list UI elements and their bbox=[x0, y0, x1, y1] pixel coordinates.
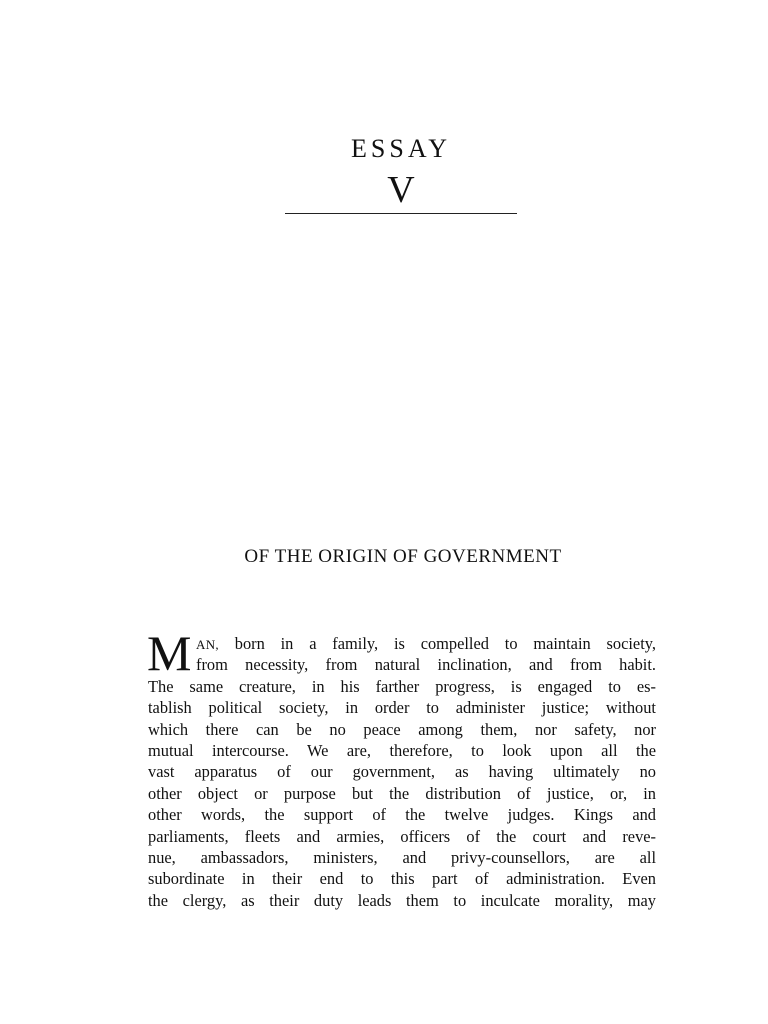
body-line: tablish political society, in order to administer justice; without bbox=[148, 698, 656, 718]
body-line: from necessity, from natural inclination, and from habit. bbox=[196, 655, 656, 675]
essay-label: ESSAY bbox=[351, 134, 451, 163]
body-line: parliaments, fleets and armies, officers of the court and reve- bbox=[148, 826, 656, 846]
body-line: which there can be no peace among them, nor safety, nor bbox=[148, 719, 656, 739]
body-line: nue, ambassadors, ministers, and privy-counsellors, are all bbox=[148, 847, 656, 867]
body-line: other words, the support of the twelve judges. Kings and bbox=[148, 805, 656, 825]
body-line-text: born in a family, is compelled to maintain society, bbox=[234, 634, 656, 653]
body-line: the clergy, as their duty leads them to inculcate morality, may bbox=[148, 890, 656, 910]
body-line: The same creature, in his farther progress, is engaged to es- bbox=[148, 676, 656, 696]
body-line: vast apparatus of our government, as having ultimately no bbox=[148, 762, 656, 782]
essay-number: V bbox=[387, 169, 415, 211]
chapter-title: OF THE ORIGIN OF GOVERNMENT bbox=[244, 546, 562, 567]
drop-cap: M bbox=[147, 625, 192, 681]
body-line: subordinate in their end to this part of administration. Even bbox=[148, 869, 656, 889]
body-line: other object or purpose but the distribution of justice, or, in bbox=[148, 783, 656, 803]
title-rule bbox=[285, 213, 517, 214]
body-line bbox=[148, 633, 656, 654]
body-line: mutual intercourse. We are, therefore, to look upon all the bbox=[148, 740, 656, 760]
first-word-rest: AN, bbox=[196, 637, 219, 652]
body-text bbox=[147, 625, 656, 911]
